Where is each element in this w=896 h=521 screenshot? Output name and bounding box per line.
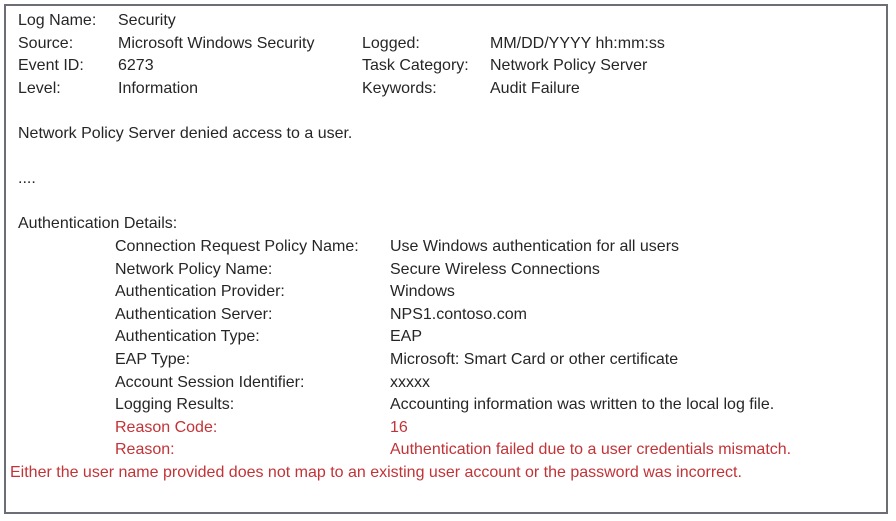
- detail-value: Secure Wireless Connections: [390, 260, 600, 278]
- field-label: Task Category:: [362, 57, 469, 75]
- field-value: Information: [118, 79, 199, 97]
- detail-label: Authentication Provider:: [115, 283, 285, 301]
- detail-label: Network Policy Name:: [115, 260, 273, 278]
- detail-value: Windows: [390, 283, 455, 301]
- field-label: Logged:: [362, 34, 420, 52]
- detail-label: Account Session Identifier:: [115, 373, 305, 391]
- field-value: Network Policy Server: [490, 57, 648, 75]
- event-header-row: [18, 78, 878, 101]
- field-label: Event ID:: [18, 57, 84, 75]
- detail-label: Connection Request Policy Name:: [115, 237, 359, 255]
- reason-explanation: Either the user name provided does not map to an existing user account or the password was incorrect.: [10, 463, 742, 481]
- field-value: Security: [118, 12, 176, 29]
- field-label: Log Name:: [18, 12, 97, 29]
- event-description: Network Policy Server denied access to a user.: [18, 124, 353, 142]
- spacer: [18, 100, 878, 123]
- detail-label: Authentication Type:: [115, 328, 260, 346]
- ellipsis-placeholder: ....: [18, 170, 36, 188]
- event-log-figure: [4, 4, 888, 514]
- detail-label: Logging Results:: [115, 396, 235, 414]
- detail-row: [115, 372, 878, 395]
- detail-row: [115, 259, 878, 282]
- field-label: Keywords:: [362, 79, 437, 97]
- detail-value: 16: [390, 418, 408, 436]
- detail-value: Use Windows authentication for all users: [390, 237, 680, 255]
- field-label: [362, 10, 490, 33]
- detail-value: xxxxx: [390, 373, 430, 391]
- detail-value: Authentication failed due to a user credentials mismatch.: [390, 441, 792, 459]
- field-value: 6273: [118, 57, 154, 75]
- detail-row: [115, 281, 878, 304]
- field-value: Microsoft Windows Security: [118, 34, 315, 52]
- field-value: MM/DD/YYYY hh:mm:ss: [490, 34, 665, 52]
- detail-label: Authentication Server:: [115, 305, 273, 323]
- field-value: Audit Failure: [490, 79, 580, 97]
- field-label: Level:: [18, 79, 61, 97]
- event-header-row: [18, 55, 878, 78]
- detail-value: NPS1.contoso.com: [390, 305, 527, 323]
- detail-value: Accounting information was written to the local log file.: [390, 396, 775, 414]
- detail-label: Reason Code:: [115, 418, 218, 436]
- detail-value: EAP: [390, 328, 423, 346]
- detail-row: [115, 349, 878, 372]
- detail-value: Microsoft: Smart Card or other certificate: [390, 350, 679, 368]
- event-header-row: [18, 10, 878, 33]
- authentication-details-heading: Authentication Details:: [18, 215, 178, 233]
- spacer: [18, 146, 878, 169]
- event-header-row: [18, 33, 878, 56]
- detail-row: [115, 417, 878, 440]
- detail-row: [115, 439, 878, 462]
- detail-label: Reason:: [115, 441, 175, 459]
- spacer: [18, 191, 878, 214]
- detail-row: [115, 394, 878, 417]
- field-label: Source:: [18, 34, 74, 52]
- detail-row: [115, 304, 878, 327]
- detail-row: [115, 236, 878, 259]
- detail-label: EAP Type:: [115, 350, 191, 368]
- detail-row: [115, 326, 878, 349]
- field-value: [490, 10, 878, 33]
